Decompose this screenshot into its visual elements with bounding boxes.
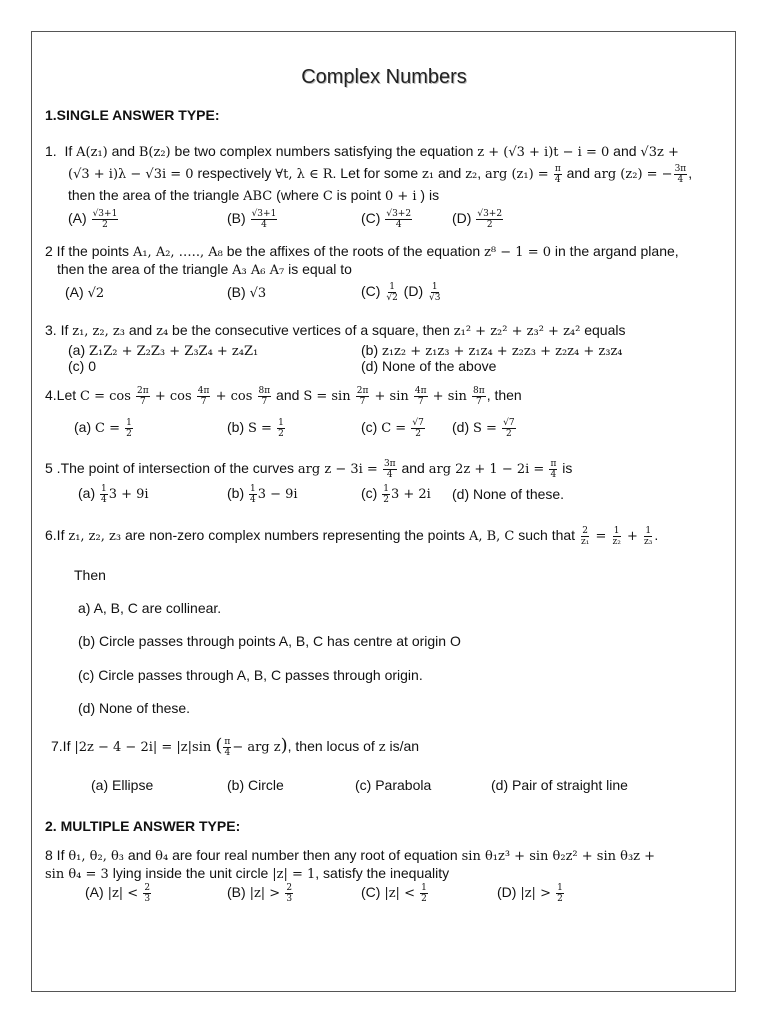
question-4-option-a: (a) C = $\frac{1}{2}$ xyxy=(74,418,132,439)
section-heading-multiple: 2. MULTIPLE ANSWER TYPE: xyxy=(45,818,241,834)
question-4-line-1: 4.Let C = cos $\frac{2\pi}{7}$ + cos $\frac{4\pi}{7}$ + cos $\frac{8\pi}{7}$ and S = sin $\frac{2\pi}{7}$ + sin $\frac{4\pi}{7}$ + sin $\frac{8\pi}{7}$ , then xyxy=(45,386,522,407)
question-8-line-1: 8 If θ₁, θ₂, θ₃ and θ₄ are four real number then any root of equation sin θ₁z³ + sin θ₂z² + sin θ₃z + xyxy=(45,847,656,864)
question-7-option-a: (a) Ellipse xyxy=(91,777,154,793)
question-6-option-c: (c) Circle passes through A, B, C passes through origin. xyxy=(78,667,423,683)
question-5-option-d: (d) None of these. xyxy=(452,486,565,502)
question-3-option-a: (a) Z₁Z₂ + Z₂Z₃ + Z₃Z₄ + z₄Z₁ xyxy=(68,342,259,359)
question-2-line-2: then the area of the triangle A₃ A₆ A₇ is equal to xyxy=(57,261,352,278)
question-1-option-a: (A) $\frac{√3+1}{2}$ xyxy=(68,209,118,230)
question-5-option-b: (b) $\frac{1}{4}$ 3 − 9i xyxy=(227,484,298,505)
question-2-line-1: 2 If the points A₁, A₂, ….., A₈ be the affixes of the roots of the equation z⁸ − 1 = 0 in the argand plane, xyxy=(45,243,679,260)
question-1-line-1: 1. If A(z₁) and B(z₂) be two complex numbers satisfying the equation z + (√3 + i)t − i = 0 and √3z + xyxy=(45,143,679,160)
question-6-option-b: (b) Circle passes through points A, B, C has centre at origin O xyxy=(78,633,461,649)
question-8-line-2: sin θ₄ = 3 lying inside the unit circle |z| = 1, satisfy the inequality xyxy=(45,865,450,882)
question-1-option-d: (D) $\frac{√3+2}{2}$ xyxy=(452,209,503,230)
question-8-option-c: (C) |z| < $\frac{1}{2}$ xyxy=(361,883,427,904)
question-2-option-b: (B) √3 xyxy=(227,284,267,301)
question-6-line-1: 6.If z₁, z₂, z₃ are non-zero complex numbers representing the points A, B, C such that $\frac{2}{\text{z₁}}$ = $\frac{1}{\text{z₂}}$ + $\frac{1}{\text{z₃}}$ . xyxy=(45,526,659,547)
question-4-option-b: (b) S = $\frac{1}{2}$ xyxy=(227,418,284,439)
question-5-line-1: 5 .The point of intersection of the curves arg z − 3i = $\frac{3\pi}{4}$ and arg 2z + 1 − 2i = $\frac{\pi}{4}$ is xyxy=(45,459,573,480)
question-1-line-2: (√3 + i)λ − √3i = 0 respectively ∀t, λ ∈ R. Let for some z₁ and z₂, arg (z₁) = $\frac{\pi}{4}$ and arg (z₂) = − $\frac{3\pi}{4}$ , xyxy=(68,164,693,185)
question-7-option-b: (b) Circle xyxy=(227,777,284,793)
question-4-option-c: (c) C = $\frac{√7}{2}$ xyxy=(361,418,424,439)
question-3-option-c: (c) 0 xyxy=(68,358,96,374)
page-title: Complex Numbers xyxy=(301,66,467,88)
question-7-option-c: (c) Parabola xyxy=(355,777,432,793)
question-2-option-c-d: (C) $\frac{1}{√2}$ (D) $\frac{1}{√3}$ xyxy=(361,282,441,303)
question-7-line-1: 7.If |2z − 4 − 2i| = |z|sin ( $\frac{\pi}{4}$ − arg z), then locus of z is/an xyxy=(51,735,420,758)
question-1-option-b: (B) $\frac{√3+1}{4}$ xyxy=(227,209,277,230)
question-8-option-a: (A) |z| < $\frac{2}{3}$ xyxy=(85,883,151,904)
question-1-option-c: (C) $\frac{√3+2}{4}$ xyxy=(361,209,412,230)
question-6-option-d: (d) None of these. xyxy=(78,700,191,716)
question-6-option-a: a) A, B, C are collinear. xyxy=(78,600,222,616)
question-4-option-d: (d) S = $\frac{√7}{2}$ xyxy=(452,418,515,439)
question-5-option-c: (c) $\frac{1}{2}$ 3 + 2i xyxy=(361,484,431,505)
question-1-line-3: then the area of the triangle ABC (where C is point 0 + i ) is xyxy=(68,187,440,204)
question-3-line-1: 3. If z₁, z₂, z₃ and z₄ be the consecutive vertices of a square, then z₁² + z₂² + z₃² + z₄² equals xyxy=(45,322,626,339)
question-3-option-b: (b) z₁z₂ + z₁z₃ + z₁z₄ + z₂z₃ + z₂z₄ + z₃z₄ xyxy=(361,342,623,359)
question-5-option-a: (a) $\frac{1}{4}$ 3 + 9i xyxy=(78,484,149,505)
question-6-then: Then xyxy=(74,567,106,583)
question-3-option-d: (d) None of the above xyxy=(361,358,497,374)
question-2-option-a: (A) √2 xyxy=(65,284,105,301)
question-8-option-b: (B) |z| > $\frac{2}{3}$ xyxy=(227,883,293,904)
section-heading-single: 1.SINGLE ANSWER TYPE: xyxy=(45,107,220,123)
question-7-option-d: (d) Pair of straight line xyxy=(491,777,628,793)
question-8-option-d: (D) |z| > $\frac{1}{2}$ xyxy=(497,883,563,904)
